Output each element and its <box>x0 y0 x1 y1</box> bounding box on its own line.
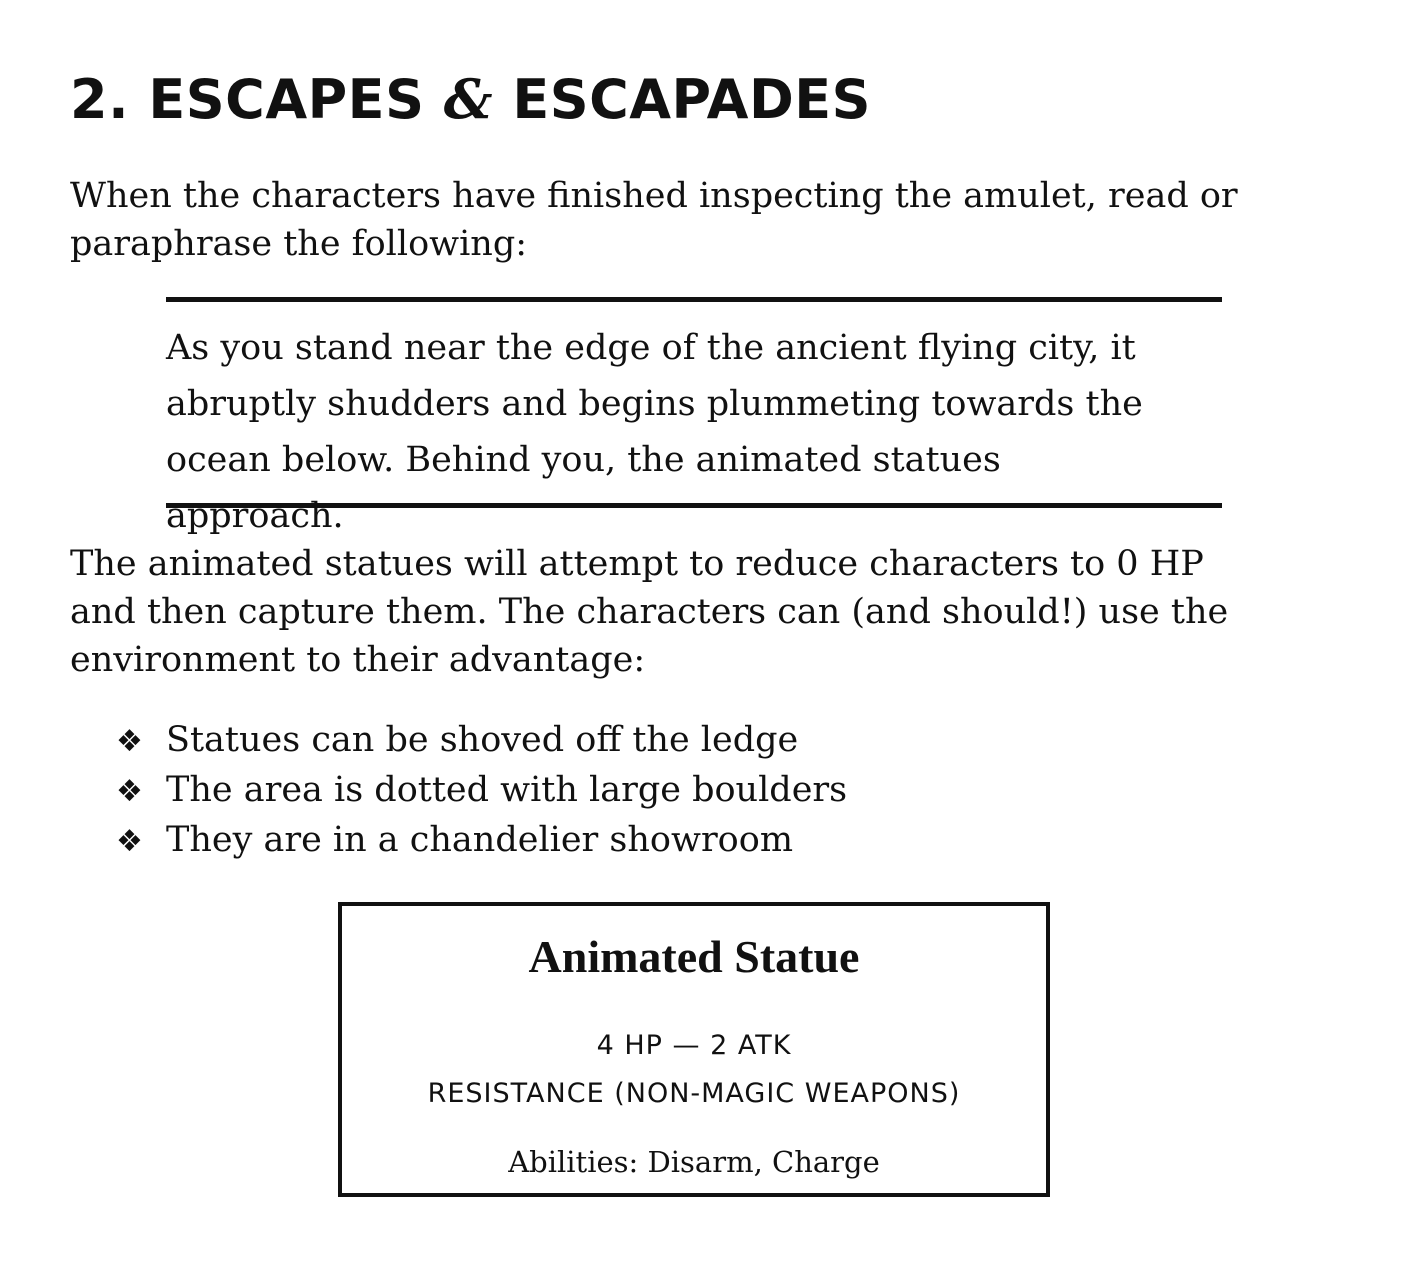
list-item-text: The area is dotted with large boulders <box>166 770 848 810</box>
stat-line-resistance: RESISTANCE (NON-MAGIC WEAPONS) <box>427 1078 961 1109</box>
section-number: 2. <box>70 68 130 131</box>
diamond-bullet-icon: ❖ <box>116 824 143 859</box>
diamond-bullet-icon: ❖ <box>116 774 143 809</box>
stat-block <box>338 902 1050 1197</box>
read-aloud-box <box>166 297 1222 536</box>
intro-paragraph: When the characters have finished inspecting the amulet, read or paraphrase the following: <box>70 176 1238 264</box>
heading-part-2: ESCAPADES <box>512 68 872 131</box>
heading-ampersand: & <box>443 67 494 131</box>
list-item <box>116 716 847 766</box>
stat-line-hp-atk: 4 HP — 2 ATK <box>596 1030 792 1061</box>
heading-part-1: ESCAPES <box>148 68 425 131</box>
section-heading <box>70 66 871 133</box>
stat-block-stats <box>342 1022 1046 1118</box>
stat-block-abilities: Abilities: Disarm, Charge <box>508 1145 880 1179</box>
list-item-text: Statues can be shoved off the ledge <box>166 720 799 760</box>
stat-block-name: Animated Statue <box>528 931 860 982</box>
environment-list <box>116 716 847 866</box>
statues-paragraph: The animated statues will attempt to reduce characters to 0 HP and then capture them. The characters can (and should!) use the environment to their advantage: <box>70 544 1229 680</box>
read-aloud-text: As you stand near the edge of the ancient flying city, it abruptly shudders and begins plummeting towards the ocean below. Behind you, the animated statues approach. <box>166 328 1143 536</box>
list-item <box>116 766 847 816</box>
diamond-bullet-icon: ❖ <box>116 724 143 759</box>
list-item <box>116 816 847 866</box>
list-item-text: They are in a chandelier showroom <box>166 820 794 860</box>
